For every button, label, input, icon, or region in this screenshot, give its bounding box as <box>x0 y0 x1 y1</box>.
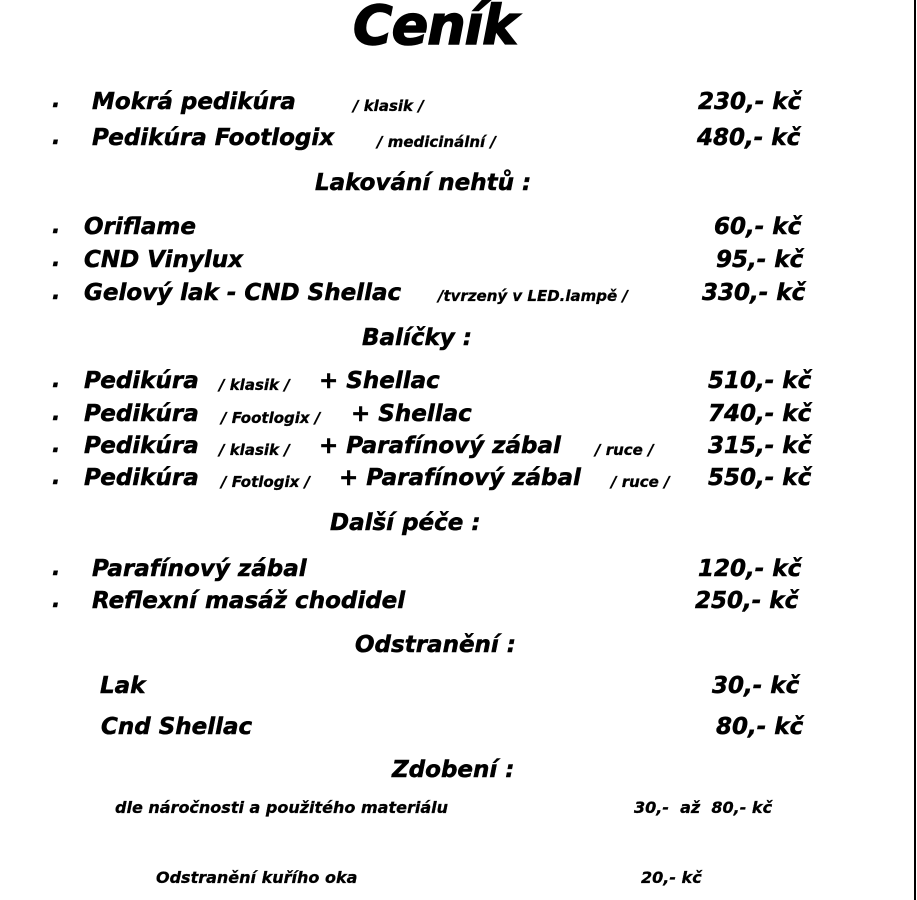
section-heading-odstraneni: Odstranění : <box>355 632 516 658</box>
section-heading-dalsi: Další péče : <box>330 510 481 536</box>
bullet: . <box>52 433 61 458</box>
item-name: Gelový lak - CND Shellac <box>84 280 402 306</box>
section-heading-balicky: Balíčky : <box>362 325 472 351</box>
item-note: / ruce / <box>611 473 670 491</box>
zdobeni-price: 30,- až 80,- kč <box>634 798 773 817</box>
item-name: Lak <box>100 673 146 699</box>
item-price: 250,- kč <box>695 588 799 614</box>
item-name: Reflexní masáž chodidel <box>92 588 406 614</box>
item-note: / klasik / <box>219 376 290 394</box>
item-name-addon: + Parafínový zábal <box>339 465 581 491</box>
item-name: CND Vinylux <box>84 247 243 273</box>
bullet: . <box>52 556 61 581</box>
bullet: . <box>52 465 61 490</box>
item-name-addon: + Shellac <box>319 368 440 394</box>
item-price: 60,- kč <box>714 214 802 240</box>
kuri-oko-text: Odstranění kuřího oka <box>156 868 358 887</box>
item-price: 95,- kč <box>716 247 804 273</box>
bullet: . <box>52 214 61 239</box>
bullet: . <box>52 401 61 426</box>
item-name: Pedikúra <box>84 433 199 459</box>
bullet: . <box>52 368 61 393</box>
item-price: 480,- kč <box>697 125 801 151</box>
item-name: Pedikúra <box>84 401 199 427</box>
bullet: . <box>52 125 61 150</box>
page-border-line <box>914 0 916 900</box>
item-name: Oriflame <box>84 214 196 240</box>
item-note: / Fotlogix / <box>221 473 310 491</box>
page-title: Ceník <box>352 0 518 57</box>
item-note: / klasik / <box>219 441 290 459</box>
item-price: 80,- kč <box>716 714 804 740</box>
item-name: Pedikúra Footlogix <box>92 125 335 151</box>
item-name-addon: + Parafínový zábal <box>319 433 561 459</box>
item-price: 230,- kč <box>698 89 802 115</box>
item-price: 315,- kč <box>708 433 812 459</box>
item-name: Pedikúra <box>84 368 199 394</box>
item-price: 550,- kč <box>708 465 812 491</box>
item-name: Cnd Shellac <box>101 714 253 740</box>
item-price: 740,- kč <box>708 401 812 427</box>
item-note: / Footlogix / <box>221 409 321 427</box>
bullet: . <box>52 247 61 272</box>
bullet: . <box>52 280 61 305</box>
kuri-oko-price: 20,- kč <box>641 868 702 887</box>
item-name: Parafínový zábal <box>92 556 307 582</box>
item-name: Mokrá pedikúra <box>92 89 296 115</box>
section-heading-lakovani: Lakování nehtů : <box>315 170 532 196</box>
zdobeni-text: dle náročnosti a použitého materiálu <box>115 798 448 817</box>
item-note: / medicinální / <box>377 133 496 151</box>
item-note: / klasik / <box>353 97 424 115</box>
item-name: Pedikúra <box>84 465 199 491</box>
item-name-addon: + Shellac <box>351 401 472 427</box>
item-note: / ruce / <box>595 441 654 459</box>
bullet: . <box>52 588 61 613</box>
item-price: 510,- kč <box>708 368 812 394</box>
section-heading-zdobeni: Zdobení : <box>392 757 515 783</box>
item-price: 330,- kč <box>702 280 806 306</box>
bullet: . <box>52 88 61 113</box>
item-price: 30,- kč <box>712 673 800 699</box>
item-note: /tvrzený v LED.lampě / <box>438 287 628 305</box>
item-price: 120,- kč <box>698 556 802 582</box>
